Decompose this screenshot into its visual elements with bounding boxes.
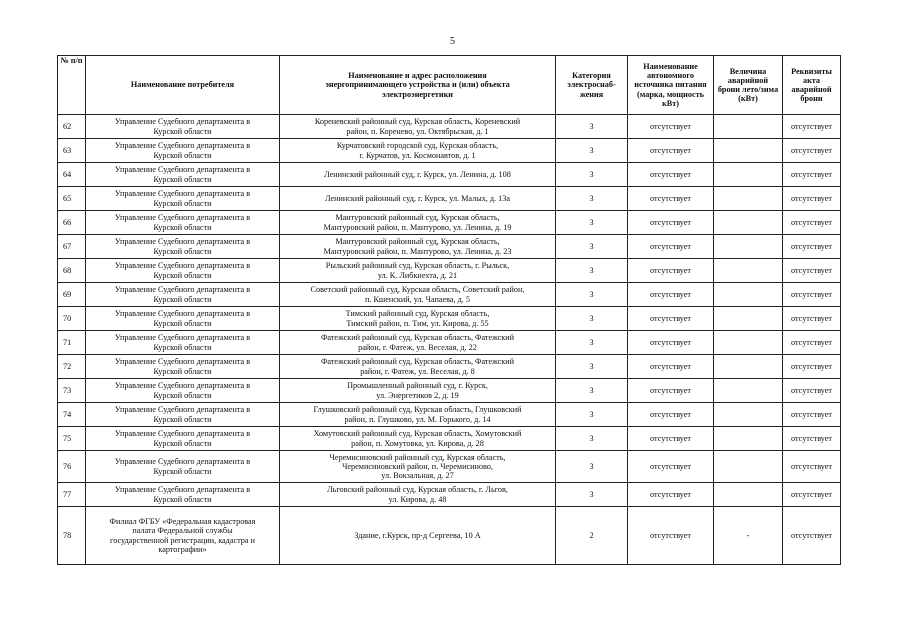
- column-header-consumer: Наименование потребителя: [86, 56, 280, 115]
- cell-address: Кореневский районный суд, Курская область, Кореневский район, п. Коренево, ул. Октябрьская, д. 1: [280, 115, 556, 139]
- cell-consumer: Управление Судебного департамента в Курской области: [86, 427, 280, 451]
- table-row: [58, 379, 841, 403]
- cell-power-source: отсутствует: [628, 163, 714, 187]
- cell-category: 3: [556, 187, 628, 211]
- cell-category: 2: [556, 507, 628, 565]
- cell-act: отсутствует: [783, 355, 841, 379]
- cell-power-source: отсутствует: [628, 115, 714, 139]
- cell-consumer: Филиал ФГБУ «Федеральная кадастровая палата Федеральной службы государственной регистрации, кадастра и картографии»: [86, 507, 280, 565]
- cell-number: 78: [58, 507, 86, 565]
- cell-consumer: Управление Судебного департамента в Курской области: [86, 331, 280, 355]
- table-row: [58, 451, 841, 483]
- cell-power-source: отсутствует: [628, 283, 714, 307]
- cell-number: 66: [58, 211, 86, 235]
- cell-consumer: Управление Судебного департамента в Курской области: [86, 139, 280, 163]
- cell-category: 3: [556, 427, 628, 451]
- column-header-address: Наименование и адрес расположения энергопринимающего устройства и (или) объекта электроэнергетики: [280, 56, 556, 115]
- cell-address: Ленинский районный суд, г. Курск, ул. Ленина, д. 108: [280, 163, 556, 187]
- cell-reserve: -: [714, 507, 783, 565]
- cell-number: 64: [58, 163, 86, 187]
- cell-power-source: отсутствует: [628, 427, 714, 451]
- cell-address: Советский районный суд, Курская область, Советский район, п. Кшенский, ул. Чапаева, д. 5: [280, 283, 556, 307]
- table-row: [58, 163, 841, 187]
- cell-act: отсутствует: [783, 139, 841, 163]
- cell-address: Мантуровский районный суд, Курская область, Мантуровский район, п. Мантурово, ул. Ленина, д. 19: [280, 211, 556, 235]
- cell-category: 3: [556, 307, 628, 331]
- table-row: [58, 139, 841, 163]
- cell-reserve: [714, 403, 783, 427]
- cell-number: 63: [58, 139, 86, 163]
- cell-address: Фатежский районный суд, Курская область, Фатежский район, г. Фатеж, ул. Веселая, д. 8: [280, 355, 556, 379]
- cell-number: 72: [58, 355, 86, 379]
- table-row: [58, 211, 841, 235]
- table-row: [58, 507, 841, 565]
- cell-address: Льговский районный суд, Курская область, г. Льгов, ул. Кирова, д. 48: [280, 483, 556, 507]
- cell-address: Хомутовский районный суд, Курская область, Хомутовский район, п. Хомутовка, ул. Кирова, д. 28: [280, 427, 556, 451]
- column-header-category: Категория электроснаб- жения: [556, 56, 628, 115]
- column-header-power-source: Наименование автономного источника питания (марка, мощность кВт): [628, 56, 714, 115]
- cell-act: отсутствует: [783, 379, 841, 403]
- cell-consumer: Управление Судебного департамента в Курской области: [86, 211, 280, 235]
- table-header-row: [58, 56, 841, 115]
- cell-category: 3: [556, 355, 628, 379]
- cell-power-source: отсутствует: [628, 211, 714, 235]
- cell-address: Курчатовский городской суд, Курская область, г. Курчатов, ул. Космонавтов, д. 1: [280, 139, 556, 163]
- cell-power-source: отсутствует: [628, 379, 714, 403]
- cell-act: отсутствует: [783, 235, 841, 259]
- cell-consumer: Управление Судебного департамента в Курской области: [86, 187, 280, 211]
- cell-reserve: [714, 115, 783, 139]
- column-header-number: № п/п: [58, 56, 86, 115]
- table-row: [58, 403, 841, 427]
- cell-power-source: отсутствует: [628, 331, 714, 355]
- cell-act: отсутствует: [783, 211, 841, 235]
- cell-number: 67: [58, 235, 86, 259]
- cell-act: отсутствует: [783, 115, 841, 139]
- cell-consumer: Управление Судебного департамента в Курской области: [86, 403, 280, 427]
- cell-power-source: отсутствует: [628, 235, 714, 259]
- cell-consumer: Управление Судебного департамента в Курской области: [86, 115, 280, 139]
- cell-reserve: [714, 379, 783, 403]
- cell-number: 62: [58, 115, 86, 139]
- consumer-table: [57, 55, 841, 565]
- page-number: 5: [450, 36, 455, 47]
- cell-consumer: Управление Судебного департамента в Курской области: [86, 163, 280, 187]
- cell-address: Глушковский районный суд, Курская область, Глушковский район, п. Глушково, ул. М. Горького, д. 14: [280, 403, 556, 427]
- cell-number: 68: [58, 259, 86, 283]
- cell-power-source: отсутствует: [628, 507, 714, 565]
- cell-consumer: Управление Судебного департамента в Курской области: [86, 379, 280, 403]
- cell-address: Тимский районный суд, Курская область, Тимский район, п. Тим, ул. Кирова, д. 55: [280, 307, 556, 331]
- cell-power-source: отсутствует: [628, 451, 714, 483]
- cell-number: 73: [58, 379, 86, 403]
- cell-consumer: Управление Судебного департамента в Курской области: [86, 483, 280, 507]
- cell-act: отсутствует: [783, 331, 841, 355]
- cell-act: отсутствует: [783, 259, 841, 283]
- cell-number: 74: [58, 403, 86, 427]
- cell-power-source: отсутствует: [628, 403, 714, 427]
- cell-act: отсутствует: [783, 163, 841, 187]
- cell-power-source: отсутствует: [628, 139, 714, 163]
- cell-reserve: [714, 483, 783, 507]
- table-row: [58, 427, 841, 451]
- cell-category: 3: [556, 115, 628, 139]
- cell-act: отсутствует: [783, 507, 841, 565]
- cell-address: Здание, г.Курск, пр-д Сергеева, 10 А: [280, 507, 556, 565]
- table-row: [58, 187, 841, 211]
- cell-act: отсутствует: [783, 483, 841, 507]
- cell-number: 71: [58, 331, 86, 355]
- cell-number: 75: [58, 427, 86, 451]
- table-row: [58, 259, 841, 283]
- cell-reserve: [714, 427, 783, 451]
- cell-number: 70: [58, 307, 86, 331]
- cell-act: отсутствует: [783, 403, 841, 427]
- table-row: [58, 331, 841, 355]
- cell-power-source: отсутствует: [628, 307, 714, 331]
- cell-reserve: [714, 307, 783, 331]
- cell-reserve: [714, 331, 783, 355]
- cell-number: 76: [58, 451, 86, 483]
- cell-reserve: [714, 139, 783, 163]
- table-row: [58, 483, 841, 507]
- cell-power-source: отсутствует: [628, 355, 714, 379]
- cell-category: 3: [556, 283, 628, 307]
- cell-reserve: [714, 355, 783, 379]
- cell-address: Промышленный районный суд, г. Курск, ул. Энергетиков 2, д. 19: [280, 379, 556, 403]
- column-header-act: Реквизиты акта аварийной брони: [783, 56, 841, 115]
- cell-category: 3: [556, 331, 628, 355]
- cell-consumer: Управление Судебного департамента в Курской области: [86, 283, 280, 307]
- cell-reserve: [714, 235, 783, 259]
- cell-number: 77: [58, 483, 86, 507]
- cell-act: отсутствует: [783, 187, 841, 211]
- cell-power-source: отсутствует: [628, 483, 714, 507]
- cell-reserve: [714, 259, 783, 283]
- cell-consumer: Управление Судебного департамента в Курской области: [86, 259, 280, 283]
- cell-number: 65: [58, 187, 86, 211]
- cell-category: 3: [556, 235, 628, 259]
- cell-reserve: [714, 187, 783, 211]
- cell-category: 3: [556, 259, 628, 283]
- cell-number: 69: [58, 283, 86, 307]
- cell-category: 3: [556, 483, 628, 507]
- cell-reserve: [714, 283, 783, 307]
- cell-power-source: отсутствует: [628, 259, 714, 283]
- cell-category: 3: [556, 139, 628, 163]
- column-header-reserve: Величина аварийной брони лето/зима (кВт): [714, 56, 783, 115]
- table-row: [58, 235, 841, 259]
- table-row: [58, 115, 841, 139]
- cell-address: Мантуровский районный суд, Курская область, Мантуровский район, п. Мантурово, ул. Ленина, д. 23: [280, 235, 556, 259]
- cell-reserve: [714, 451, 783, 483]
- cell-consumer: Управление Судебного департамента в Курской области: [86, 355, 280, 379]
- cell-consumer: Управление Судебного департамента в Курской области: [86, 451, 280, 483]
- cell-category: 3: [556, 379, 628, 403]
- cell-category: 3: [556, 211, 628, 235]
- cell-act: отсутствует: [783, 283, 841, 307]
- table-row: [58, 355, 841, 379]
- cell-reserve: [714, 211, 783, 235]
- cell-act: отсутствует: [783, 427, 841, 451]
- cell-address: Ленинский районный суд, г. Курск, ул. Малых, д. 13а: [280, 187, 556, 211]
- cell-consumer: Управление Судебного департамента в Курской области: [86, 307, 280, 331]
- cell-address: Рыльский районный суд, Курская область, г. Рыльск, ул. К. Либкнехта, д. 21: [280, 259, 556, 283]
- cell-act: отсутствует: [783, 451, 841, 483]
- cell-act: отсутствует: [783, 307, 841, 331]
- cell-consumer: Управление Судебного департамента в Курской области: [86, 235, 280, 259]
- table-row: [58, 283, 841, 307]
- cell-reserve: [714, 163, 783, 187]
- cell-address: Фатежский районный суд, Курская область, Фатежский район, г. Фатеж, ул. Веселая, д. 22: [280, 331, 556, 355]
- table-row: [58, 307, 841, 331]
- cell-category: 3: [556, 451, 628, 483]
- cell-address: Черемисиновский районный суд, Курская область, Черемисиновский район, п. Черемисиново, ул. Вокзальная, д. 27: [280, 451, 556, 483]
- cell-category: 3: [556, 403, 628, 427]
- cell-power-source: отсутствует: [628, 187, 714, 211]
- cell-category: 3: [556, 163, 628, 187]
